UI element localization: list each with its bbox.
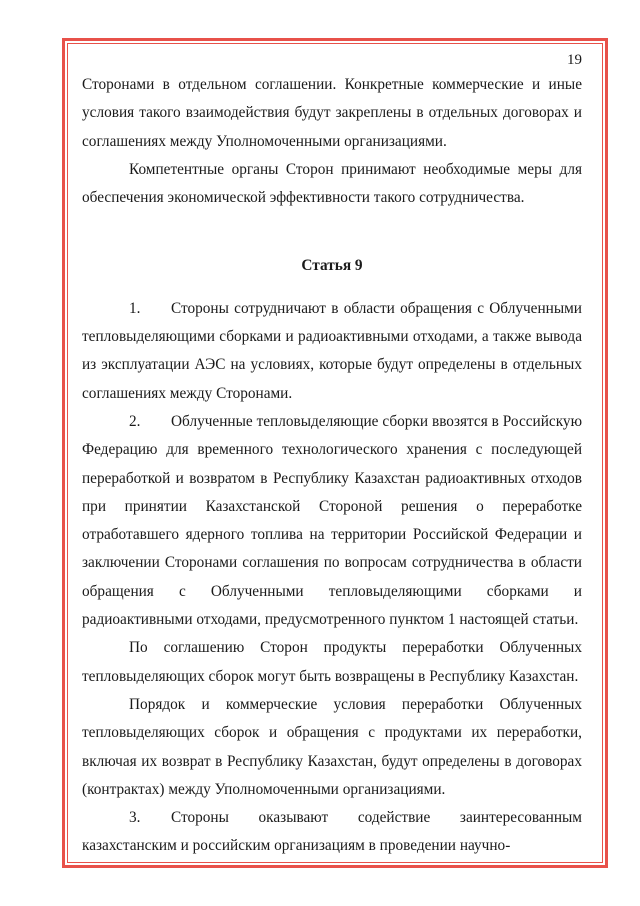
paragraph-return-products: По соглашению Сторон продукты переработки Облученных тепловыделяющих сборок могут быть возвращены в Республику Казахстан. [82, 639, 582, 685]
paragraph-processing-terms: Порядок и коммерческие условия переработки Облученных тепловыделяющих сборок и обращения с продуктами их переработки, включая их возврат в Республику Казахстан, будут определены в договорах (контрактах) между Уполномоченными организациями. [82, 695, 582, 798]
document-body [82, 71, 582, 861]
paragraph-competent-bodies: Компетентные органы Сторон принимают необходимые меры для обеспечения экономической эффективности такого сотрудничества. [82, 160, 582, 207]
item-text: Облученные тепловыделяющие сборки ввозятся в Российскую Федерацию для временного технологического хранения с последующей переработкой и возвратом в Республику Казахстан радиоактивных отходов при принятии Казахстанской Стороной решения о переработке отработавшего ядерного топлива на территории Российской Федерации и заключении Сторонами соглашения по вопросам сотрудничества в области обращения с Облученными тепловыделяющими сборками и радиоактивными отходами, предусмотренного пунктом 1 настоящей статьи. [82, 412, 582, 629]
article-item-2 [82, 408, 582, 634]
page-number: 19 [567, 52, 582, 68]
item-text: Стороны сотрудничают в области обращения с Облученными тепловыделяющими сборками и радиоактивными отходами, а также вывода из эксплуатации АЭС на условиях, которые будут определены в отдельных соглашениях между Сторонами. [82, 299, 582, 402]
article-item-1 [82, 295, 582, 408]
item-number: 3. [129, 809, 141, 827]
item-number: 1. [129, 299, 141, 317]
paragraph-continuation: Сторонами в отдельном соглашении. Конкретные коммерческие и иные условия такого взаимодействия будут закреплены в отдельных договорах и соглашениях между Уполномоченными организациями. [82, 76, 582, 150]
item-text: Стороны оказывают содействие заинтересованным казахстанским и российским организациям в проведении научно- [82, 809, 582, 855]
article-item-3 [82, 804, 582, 861]
article-heading: Статья 9 [301, 257, 363, 275]
item-number: 2. [129, 412, 141, 430]
